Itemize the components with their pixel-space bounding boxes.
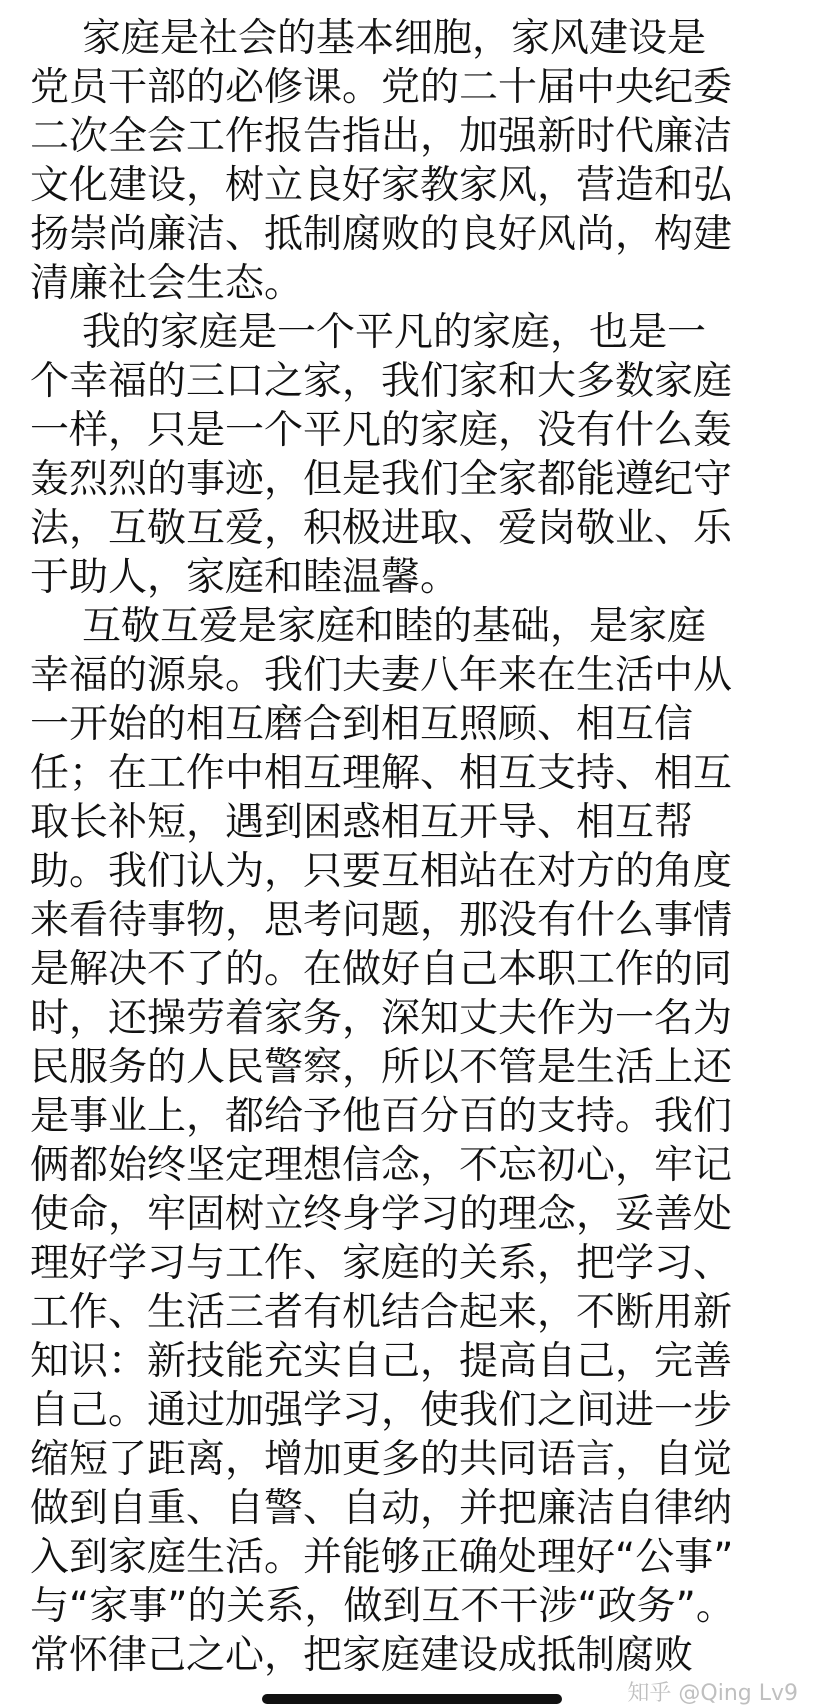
text-line: 俩都始终坚定理想信念，不忘初心，牢记 [30, 1143, 733, 1188]
text-line: 二次全会工作报告指出，加强新时代廉洁 [30, 114, 733, 159]
text-line: 取长补短，遇到困惑相互开导、相互帮 [30, 800, 694, 845]
text-line: 做到自重、自警、自动，并把廉洁自律纳 [30, 1486, 733, 1531]
text-line: 使命，牢固树立终身学习的理念，妥善处 [30, 1192, 733, 1237]
text-line: 党员干部的必修课。党的二十届中央纪委 [30, 65, 733, 110]
home-indicator[interactable] [262, 1694, 562, 1704]
text-line: 一开始的相互磨合到相互照顾、相互信 [30, 702, 694, 747]
text-line: 互敬互爱是家庭和睦的基础，是家庭 [82, 604, 707, 649]
text-line: 与“家事”的关系，做到互不干涉“政务”。 [30, 1584, 735, 1629]
text-line: 清廉社会生态。 [30, 261, 304, 306]
text-line: 时，还操劳着家务，深知丈夫作为一名为 [30, 996, 733, 1041]
text-line: 幸福的源泉。我们夫妻八年来在生活中从 [30, 653, 733, 698]
watermark: 知乎 @Qing Lv9 [627, 1681, 798, 1706]
text-line: 缩短了距离，增加更多的共同语言，自觉 [30, 1437, 733, 1482]
text-line: 我的家庭是一个平凡的家庭，也是一 [82, 310, 707, 355]
text-line: 任；在工作中相互理解、相互支持、相互 [30, 751, 733, 796]
text-line: 轰烈烈的事迹，但是我们全家都能遵纪守 [30, 457, 733, 502]
text-line: 工作、生活三者有机结合起来，不断用新 [30, 1290, 733, 1335]
text-line: 理好学习与工作、家庭的关系，把学习、 [30, 1241, 733, 1286]
text-line: 文化建设，树立良好家教家风，营造和弘 [30, 163, 733, 208]
text-line: 助。我们认为，只要互相站在对方的角度 [30, 849, 733, 894]
document-body [30, 14, 800, 1680]
text-line: 常怀律己之心，把家庭建设成抵制腐败 [30, 1633, 694, 1678]
text-line: 个幸福的三口之家，我们家和大多数家庭 [30, 359, 733, 404]
text-line: 知识：新技能充实自己，提高自己，完善 [30, 1339, 733, 1384]
text-line: 来看待事物，思考问题，那没有什么事情 [30, 898, 733, 943]
text-line: 扬崇尚廉洁、抵制腐败的良好风尚，构建 [30, 212, 733, 257]
text-line: 家庭是社会的基本细胞，家风建设是 [82, 16, 707, 61]
text-line: 入到家庭生活。并能够正确处理好“公事” [30, 1535, 734, 1580]
text-line: 于助人，家庭和睦温馨。 [30, 555, 460, 600]
text-line: 一样，只是一个平凡的家庭，没有什么轰 [30, 408, 733, 453]
text-line: 民服务的人民警察，所以不管是生活上还 [30, 1045, 733, 1090]
text-line: 是解决不了的。在做好自己本职工作的同 [30, 947, 733, 992]
text-line: 法，互敬互爱，积极进取、爱岗敬业、乐 [30, 506, 733, 551]
text-line: 自己。通过加强学习，使我们之间进一步 [30, 1388, 733, 1433]
text-line: 是事业上，都给予他百分百的支持。我们 [30, 1094, 733, 1139]
